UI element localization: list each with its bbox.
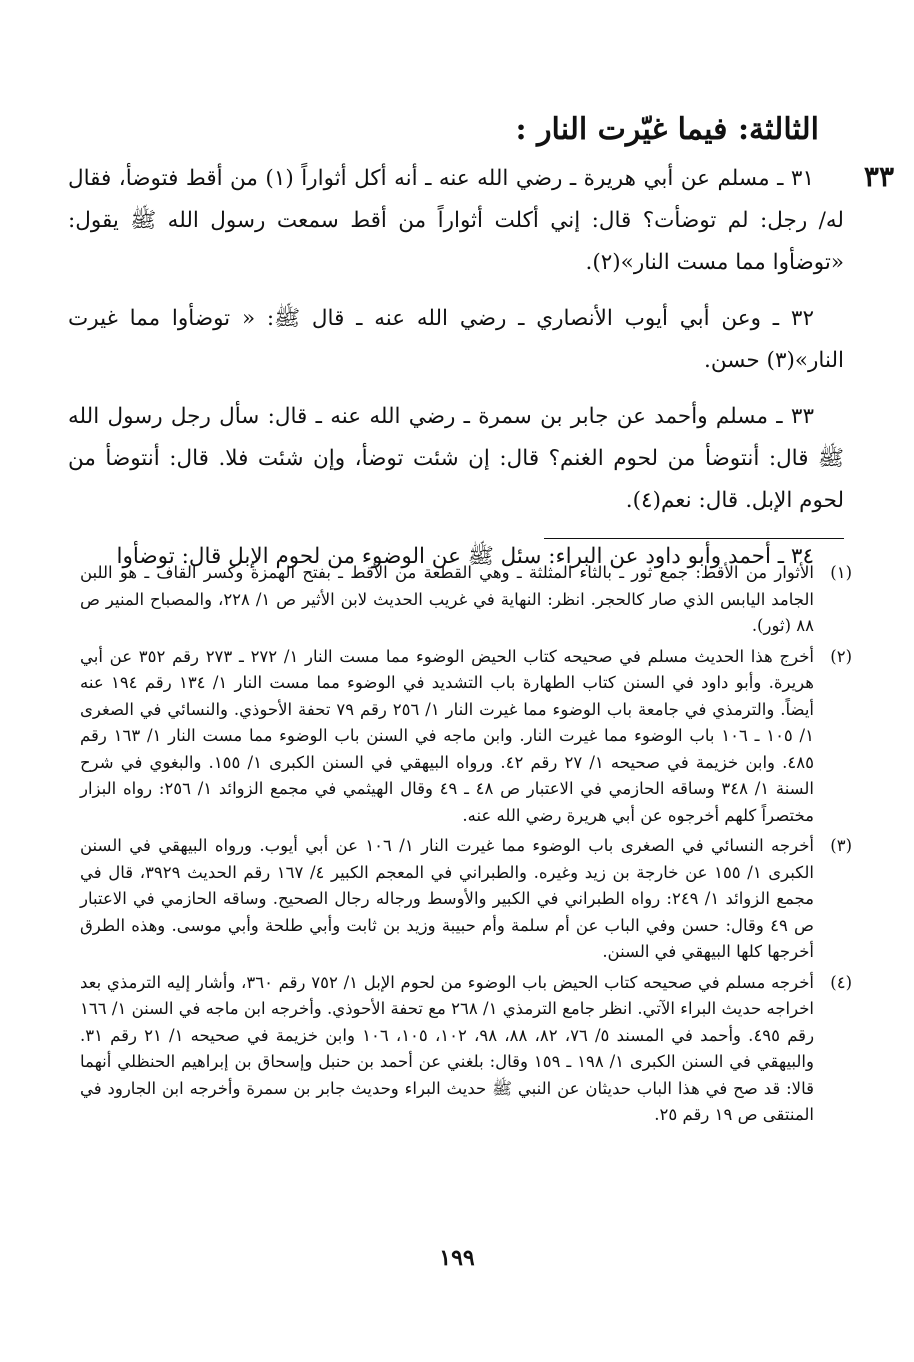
hadith-33: ٣٣ ـ مسلم وأحمد عن جابر بن سمرة ـ رضي الله عنه ـ قال: سأل رجل رسول الله ﷺ قال: أنتوضأ من لحوم الغنم؟ قال: إن شئت توضأ، وإن شئت فلا. قال: أنتوضأ من لحوم الإبل. قال: نعم(٤). [68, 404, 844, 513]
margin-number: ٣٣ [863, 160, 894, 193]
hadith-34: ٣٤ ـ أحمد وأبو داود عن البراء: سئل ﷺ عن الوضوء من لحوم الإبل قال: توضأوا [116, 544, 814, 569]
footnote-text: الأثوار من الأقط: جمع ثور ـ بالثاء المثلثة ـ وهي القطعة من الأقط ـ بفتح الهمزة وكسر القاف ـ هو اللبن الجامد اليابس الذي صار كالحجر. انظر: النهاية في غريب الحديث لابن الأثير ص ١/ ٢٢٨، والمصباح المنير ص ٨٨ (ثور). [80, 563, 815, 635]
footnote-divider [544, 538, 844, 539]
footnote-number: (٢) [830, 646, 852, 666]
hadith-32: ٣٢ ـ وعن أبي أيوب الأنصاري ـ رضي الله عنه ـ قال ﷺ: « توضأوا مما غيرت النار»(٣) حسن. [68, 306, 844, 373]
footnote-number: (٣) [830, 836, 852, 855]
section-heading: الثالثة: فيما غيّرت النار : [515, 112, 819, 147]
footnote-4 [80, 970, 852, 1129]
footnotes [80, 560, 852, 1133]
main-text [68, 158, 844, 578]
footnote-text: أخرجه النسائي في الصغرى باب الوضوء مما غيرت النار ١/ ١٠٦ عن أبي أيوب. ورواه البيهقي في السنن الكبرى ١/ ١٥٥ عن خارجة بن زيد وغيره. والطبراني في المعجم الكبير ٤/ ١٦٧ رقم الحديث ٣٩٢٩، قال في مجمع الزوائد ١/ ٢٤٩: رواه الطبراني في الكبير والأوسط ورجاله رجال الصحيح. وساقه الحازمي في الاعتبار ص ٤٩ وقال: حسن وفي الباب عن أم سلمة وأم حبيبة وزيد بن ثابت وأبي طلحة وأبي موسى. وهذه الطرق أخرجها كلها البيهقي في السنن. [80, 836, 815, 961]
footnote-text: أخرج هذا الحديث مسلم في صحيحه كتاب الحيض الوضوء مما مست النار ١/ ٢٧٢ ـ ٢٧٣ رقم ٣٥٢ عن أبي هريرة. وأبو داود في السنن كتاب الطهارة باب التشديد في الوضوء مما مست النار ١/ ١٣٤ رقم ١٩٤ عنه أيضاً. والترمذي في جامعة باب الوضوء مما غيرت النار ١/ ٢٥٦ رقم ٧٩ تحفة الأحوذي. والنسائي في الصغرى ١/ ١٠٥ ـ ١٠٦ باب الوضوء مما غيرت النار. وابن ماجه في السنن باب الوضوء مما مست النار ١/ ١٦٣ رقم ٤٨٥. وابن خزيمة في صحيحه ١/ ٢٧ رقم ٤٢. ورواه البيهقي في السنن الكبرى ١/ ١٥٥. والبغوي في شرح السنة ١/ ٣٤٨ وساقه الحازمي في الاعتبار ص ٤٨ ـ ٤٩ وقال الهيثمي في مجمع الزوائد ١/ ٢٥٦: رواه البزار مختصراً كلهم أخرجوه عن أبي هريرة رضي الله عنه. [80, 646, 815, 825]
footnote-number: (١) [830, 563, 852, 582]
footnote-2 [80, 644, 852, 830]
footnote-text: أخرجه مسلم في صحيحه كتاب الحيض باب الوضوء من لحوم الإبل ١/ ٧٥٢ رقم ٣٦٠، وأشار إليه الترمذي بعد اخراجه حديث البراء الآتي. انظر جامع الترمذي ١/ ٢٦٨ مع تحفة الأحوذي. وأخرجه ابن ماجه في السنن ١/ ١٦٦ رقم ٤٩٥. وأحمد في المسند ٥/ ٧٦، ٨٢، ٨٨، ٩٨، ١٠٢، ١٠٥، ١٠٦ وابن خزيمة في صحيحه ١/ ٢١ رقم ٣١. والبيهقي في السنن الكبرى ١/ ١٩٨ ـ ١٥٩ وقال: بلغني عن أحمد بن حنبل وإسحاق بن إبراهيم الحنظلي أنهما قالا: قد صح في هذا الباب حديثان عن النبي ﷺ حديث البراء وحديث جابر بن سمرة وأخرجه ابن الجارود في المنتقى ص ١٩ رقم ٢٥. [80, 972, 815, 1124]
hadith-31: ٣١ ـ مسلم عن أبي هريرة ـ رضي الله عنه ـ أنه أكل أثواراً (١) من أقط فتوضأ، فقال له/ رجل: لم توضأت؟ قال: إني أكلت أثواراً من أقط سمعت رسول الله ﷺ يقول: «توضأوا مما مست النار»(٢). [68, 166, 844, 275]
page-number: ١٩٩ [439, 1245, 475, 1271]
footnote-3 [80, 833, 852, 966]
footnote-number: (٤) [830, 972, 852, 992]
footnote-1 [80, 560, 852, 640]
